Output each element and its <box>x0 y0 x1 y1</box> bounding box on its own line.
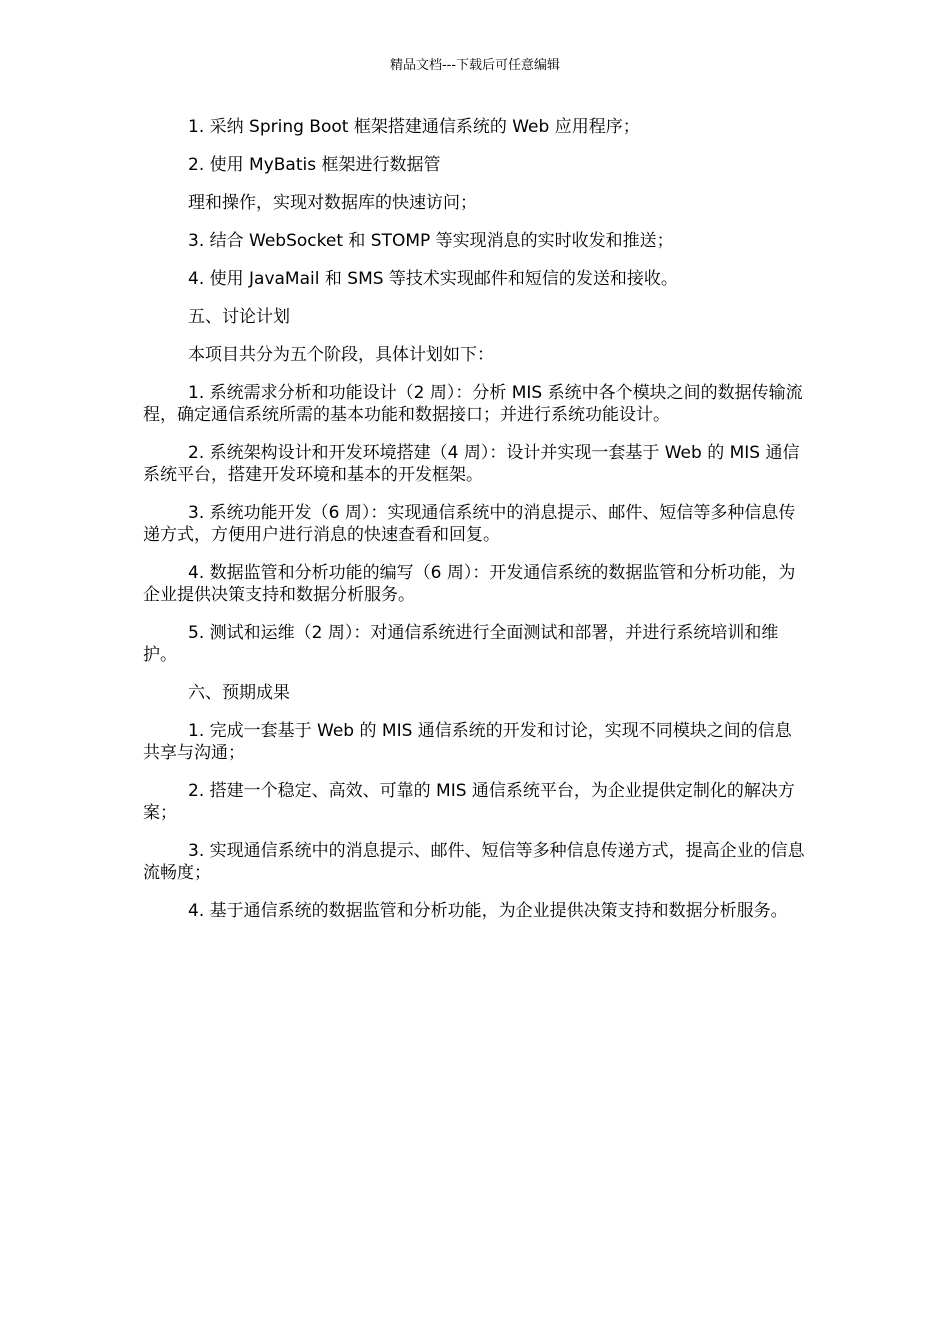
paragraph-impl-2b: 理和操作，实现对数据库的快速访问； <box>188 193 477 213</box>
page-header: 精品文档---下载后可任意编辑 <box>389 58 561 73</box>
paragraph-plan-4: 4. 数据监管和分析功能的编写（6 周）：开发通信系统的数据监管和分析功能，为企业提供决策支持和数据分析服务。 <box>143 563 796 605</box>
paragraph-outcome-3: 3. 实现通信系统中的消息提示、邮件、短信等多种信息传递方式，提高企业的信息流畅度； <box>143 841 805 883</box>
paragraph-impl-3: 3. 结合 WebSocket 和 STOMP 等实现消息的实时收发和推送； <box>188 231 674 251</box>
paragraph-plan-2: 2. 系统架构设计和开发环境搭建（4 周）：设计并实现一套基于 Web 的 MIS 通信系统平台，搭建开发环境和基本的开发框架。 <box>143 443 800 485</box>
paragraph-outcome-2: 2. 搭建一个稳定、高效、可靠的 MIS 通信系统平台，为企业提供定制化的解决方案； <box>143 781 795 823</box>
paragraph-plan-intro: 本项目共分为五个阶段，具体计划如下： <box>188 345 494 365</box>
paragraph-impl-1: 1. 采纳 Spring Boot 框架搭建通信系统的 Web 应用程序； <box>188 117 640 137</box>
paragraph-outcome-1: 1. 完成一套基于 Web 的 MIS 通信系统的开发和讨论，实现不同模块之间的信息共享与沟通； <box>143 721 792 763</box>
section-heading-outcomes: 六、预期成果 <box>188 683 290 703</box>
paragraph-plan-1: 1. 系统需求分析和功能设计（2 周）：分析 MIS 系统中各个模块之间的数据传输流程，确定通信系统所需的基本功能和数据接口；并进行系统功能设计。 <box>143 383 803 425</box>
paragraph-outcome-4: 4. 基于通信系统的数据监管和分析功能，为企业提供决策支持和数据分析服务。 <box>188 901 788 921</box>
paragraph-plan-5: 5. 测试和运维（2 周）：对通信系统进行全面测试和部署，并进行系统培训和维护。 <box>143 623 779 665</box>
paragraph-impl-2a: 2. 使用 MyBatis 框架进行数据管 <box>188 155 441 175</box>
section-heading-plan: 五、讨论计划 <box>188 307 290 327</box>
paragraph-plan-3: 3. 系统功能开发（6 周）：实现通信系统中的消息提示、邮件、短信等多种信息传递方式，方便用户进行消息的快速查看和回复。 <box>143 503 796 545</box>
paragraph-impl-4: 4. 使用 JavaMail 和 SMS 等技术实现邮件和短信的发送和接收。 <box>188 269 678 289</box>
document-body <box>143 116 807 922</box>
